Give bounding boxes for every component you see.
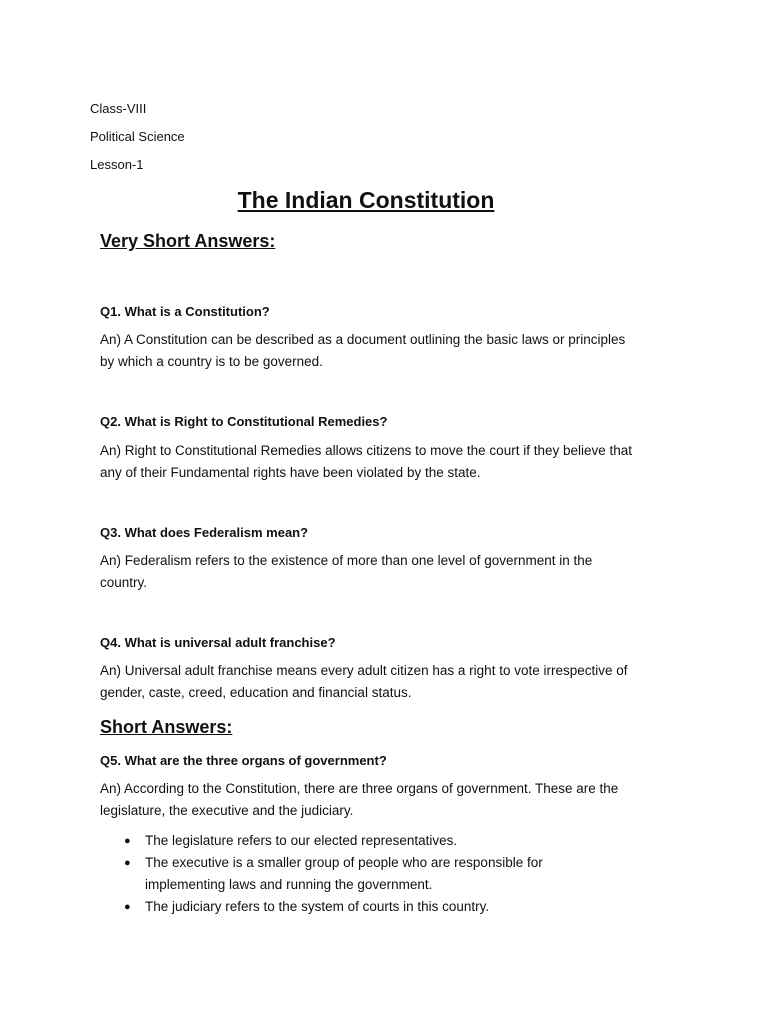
subject-label: Political Science [90,129,185,144]
answer-1: An) A Constitution can be described as a document outlining the basic laws or principles by which a country is to be governed. [100,332,626,369]
answer-3: An) Federalism refers to the existence of more than one level of government in the country. [100,553,593,590]
answer-5: An) According to the Constitution, there are three organs of government. These are the legislature, the executive and the judiciary. [100,781,619,818]
list-item-text: The legislature refers to our elected representatives. [145,833,458,848]
list-item [100,852,560,896]
bullet-dot-icon: ● [124,901,131,913]
question-3: Q3. What does Federalism mean? [100,525,309,540]
list-item-text: The executive is a smaller group of people who are responsible for implementing laws and running the government. [145,855,543,892]
page-title: The Indian Constitution [237,187,495,213]
list-item-text: The judiciary refers to the system of courts in this country. [145,899,490,914]
class-label: Class-VIII [90,101,147,116]
question-2: Q2. What is Right to Constitutional Remedies? [100,414,388,429]
list-item [100,830,560,852]
section-heading-very-short: Very Short Answers: [100,231,276,251]
section-heading-short: Short Answers: [100,717,233,737]
lesson-label: Lesson-1 [90,157,144,172]
bullet-dot-icon: ● [124,857,131,869]
answer-4: An) Universal adult franchise means every adult citizen has a right to vote irrespective of gender, caste, creed, education and financial status. [100,663,628,700]
list-item [100,896,560,918]
question-5: Q5. What are the three organs of government? [100,753,387,768]
question-4: Q4. What is universal adult franchise? [100,635,336,650]
bullet-dot-icon: ● [124,835,131,847]
organs-bullet-list [100,830,560,918]
answer-2: An) Right to Constitutional Remedies allows citizens to move the court if they believe that any of their Fundamental rights have been violated by the state. [100,443,633,480]
question-1: Q1. What is a Constitution? [100,304,270,319]
